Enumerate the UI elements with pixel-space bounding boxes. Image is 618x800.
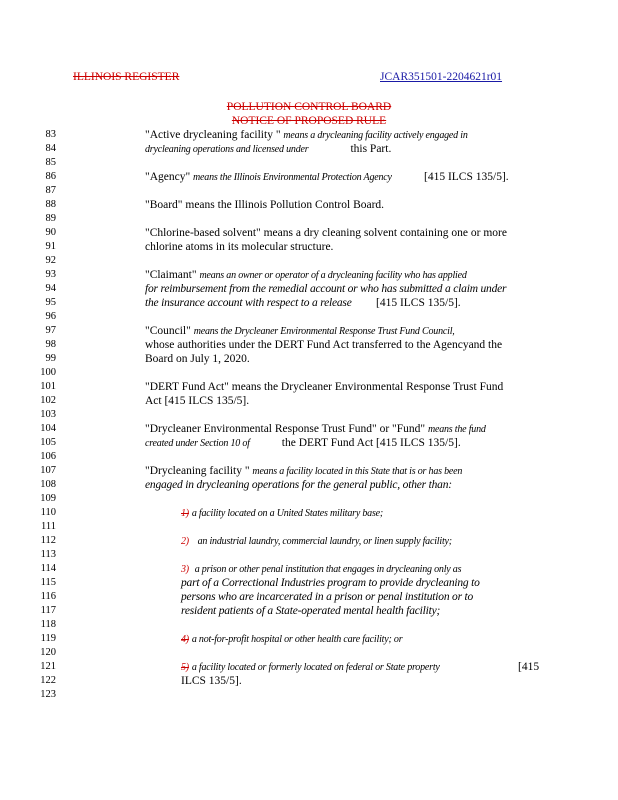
line-number: 93: [45, 269, 56, 280]
exclusion-item-5-line1: 5) a facility located or formerly located on federal or State property: [181, 662, 440, 673]
line-number: 111: [41, 521, 56, 532]
exclusion-item-3-line4: resident patients of a State-operated mental health facility;: [181, 605, 441, 617]
exclusion-item-3-line1: 3) a prison or other penal institution that engages in drycleaning only as: [181, 564, 462, 575]
line-number: 83: [45, 129, 56, 140]
exclusion-item-3-line2: part of a Correctional Industries program to provide drycleaning to: [181, 577, 480, 589]
line-number: 114: [40, 563, 56, 574]
exclusion-item-3-line3: persons who are incarcerated in a prison or penal institution or to: [181, 591, 474, 603]
line-number: 100: [40, 367, 56, 378]
line-number: 117: [40, 605, 56, 616]
exclusion-item-5-line2: ILCS 135/5].: [181, 675, 242, 687]
definition-facility-line2: engaged in drycleaning operations for the general public, other than:: [145, 479, 452, 491]
item5-citation-start: [415: [518, 661, 540, 673]
definition-active-line2: drycleaning operations and licensed under this Part.: [145, 143, 392, 155]
line-number: 104: [40, 423, 56, 434]
line-number: 115: [40, 577, 56, 588]
line-number: 113: [40, 549, 56, 560]
document-id-text: JCAR351501-2204621r01: [380, 71, 503, 83]
line-number: 88: [45, 199, 56, 210]
definition-dert-line1: "DERT Fund Act" means the Drycleaner Environmental Response Trust Fund: [145, 381, 504, 393]
exclusion-item-4: 4) a not-for-profit hospital or other health care facility; or: [181, 634, 403, 645]
line-number: 98: [45, 339, 56, 350]
definition-agency: "Agency" means the Illinois Environmental Protection Agency: [145, 171, 392, 183]
line-number: 116: [40, 591, 56, 602]
definition-chlorine-line2: chlorine atoms in its molecular structure.: [145, 241, 334, 253]
line-number: 118: [40, 619, 56, 630]
board-title: POLLUTION CONTROL BOARD: [226, 101, 392, 113]
line-number: 105: [40, 437, 56, 448]
definition-facility-line1: "Drycleaning facility " means a facility located in this State that is or has been: [145, 465, 463, 477]
line-number: 122: [40, 675, 56, 686]
line-number: 99: [45, 353, 56, 364]
document-id[interactable]: [380, 71, 502, 83]
definition-council-line1: "Council" means the Drycleaner Environmental Response Trust Fund Council,: [145, 325, 455, 337]
line-number: 87: [45, 185, 56, 196]
definition-council-line2: whose authorities under the DERT Fund Act transferred to the Agencyand the: [145, 339, 503, 351]
definition-fund-line1: "Drycleaner Environmental Response Trust Fund" or "Fund" means the fund: [145, 423, 486, 435]
line-number: 119: [40, 633, 56, 644]
definition-claimant-line1: "Claimant" means an owner or operator of a drycleaning facility who has applied: [145, 269, 467, 281]
definition-claimant-line2: for reimbursement from the remedial account or who has submitted a claim under: [145, 283, 507, 295]
line-number: 92: [45, 255, 56, 266]
line-number: 86: [45, 171, 56, 182]
definition-active-line1: "Active drycleaning facility " means a drycleaning facility actively engaged in: [145, 129, 468, 141]
line-number: 97: [45, 325, 56, 336]
register-header: ILLINOIS REGISTER: [73, 71, 180, 83]
line-number: 85: [45, 157, 56, 168]
line-number: 90: [45, 227, 56, 238]
line-number: 112: [40, 535, 56, 546]
section-heading: [0, 100, 618, 128]
line-number: 123: [40, 689, 56, 700]
definition-fund-line2: created under Section 10 of the DERT Fund Act [415 ILCS 135/5].: [145, 437, 461, 449]
notice-title: NOTICE OF PROPOSED RULE: [231, 115, 387, 127]
line-number: 110: [40, 507, 56, 518]
definition-chlorine-line1: "Chlorine-based solvent" means a dry cleaning solvent containing one or more: [145, 227, 507, 239]
line-number: 91: [45, 241, 56, 252]
line-number: 89: [45, 213, 56, 224]
claimant-citation: [415 ILCS 135/5].: [376, 297, 461, 309]
line-number: 95: [45, 297, 56, 308]
definition-claimant-line3: the insurance account with respect to a release: [145, 297, 352, 309]
line-number: 103: [40, 409, 56, 420]
line-number: 121: [40, 661, 56, 672]
line-number: 96: [45, 311, 56, 322]
agency-citation: [415 ILCS 135/5].: [424, 171, 509, 183]
line-number: 108: [40, 479, 56, 490]
line-number: 107: [40, 465, 56, 476]
line-number: 101: [40, 381, 56, 392]
line-number: 106: [40, 451, 56, 462]
definition-council-line3: Board on July 1, 2020.: [145, 353, 250, 365]
line-number: 109: [40, 493, 56, 504]
exclusion-item-1: 1) a facility located on a United States military base;: [181, 508, 384, 519]
line-number: 120: [40, 647, 56, 658]
line-number: 94: [45, 283, 56, 294]
definition-dert-line2: Act [415 ILCS 135/5].: [145, 395, 250, 407]
line-number: 102: [40, 395, 56, 406]
definition-board: "Board" means the Illinois Pollution Control Board.: [145, 199, 385, 211]
line-number: 84: [45, 143, 56, 154]
exclusion-item-2: 2) an industrial laundry, commercial laundry, or linen supply facility;: [181, 536, 452, 547]
